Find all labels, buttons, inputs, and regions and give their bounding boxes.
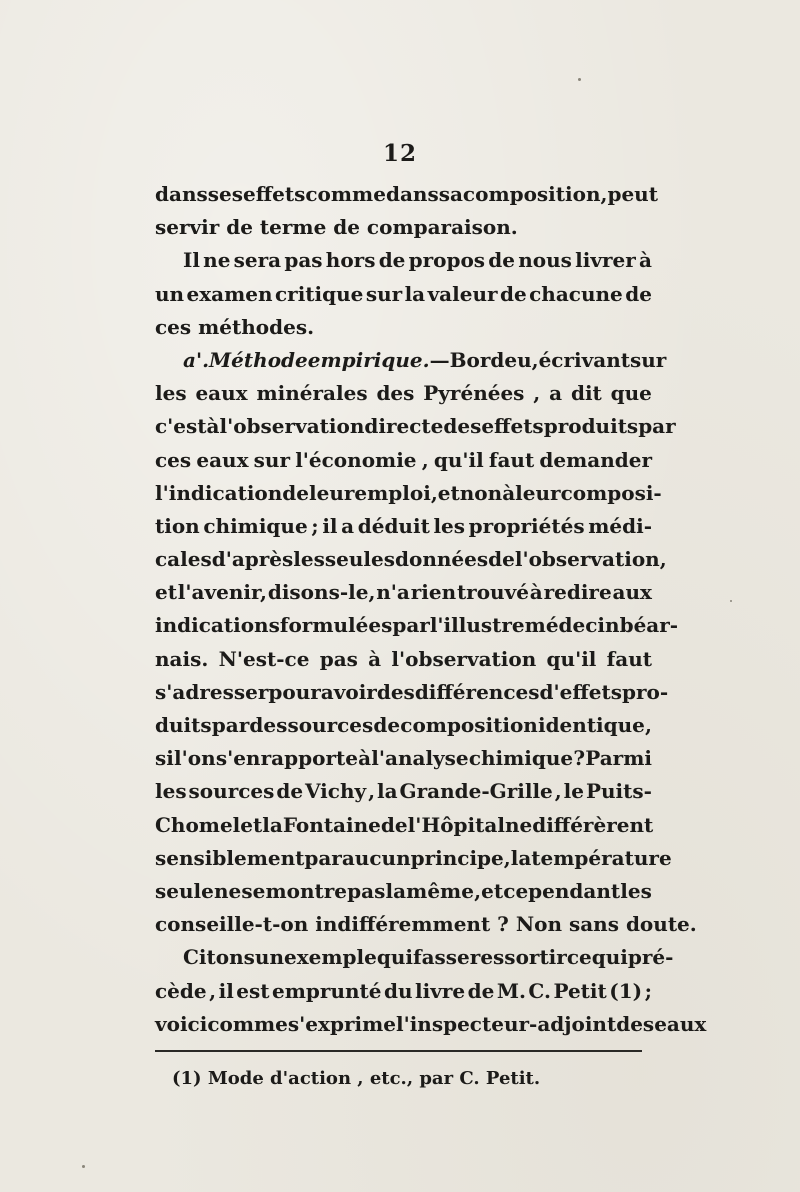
word: ressortir	[469, 945, 567, 970]
text-line: servir de terme de comparaison.	[155, 215, 518, 240]
word: formulées	[279, 613, 393, 638]
word: ses	[207, 182, 243, 206]
word: aucun	[341, 845, 411, 870]
word: sur	[365, 281, 403, 306]
text-line	[155, 477, 662, 510]
word: dit	[570, 381, 602, 406]
word: d'effets	[539, 679, 622, 704]
word: d'après	[211, 547, 294, 572]
word: a	[549, 381, 563, 406]
word: valeur	[427, 281, 498, 306]
word: du	[383, 978, 413, 1003]
word: avoir	[320, 679, 377, 704]
word: par	[638, 414, 676, 439]
word: redire	[543, 580, 612, 605]
word: eaux	[196, 447, 249, 472]
text-line	[155, 510, 652, 543]
word: par	[304, 845, 342, 870]
word: des	[616, 1011, 655, 1036]
word: différèrent	[532, 812, 654, 837]
word: données	[395, 547, 489, 572]
word: le	[563, 779, 584, 804]
word: de	[282, 480, 310, 505]
text-line	[155, 609, 679, 642]
word: s'exprime	[287, 1011, 396, 1036]
paper-speck	[82, 1165, 85, 1168]
word: faut	[606, 646, 652, 671]
word: l'avenir,	[177, 580, 268, 605]
word: température	[531, 845, 672, 870]
footnote-divider	[155, 1050, 642, 1052]
word: est	[236, 978, 270, 1003]
word: exemple	[284, 945, 377, 970]
word: si	[155, 746, 174, 771]
text-line	[155, 377, 652, 410]
text-line	[155, 543, 667, 576]
text-line	[155, 742, 652, 775]
word: s'en	[215, 746, 261, 771]
word: composition	[462, 182, 601, 206]
text-line-method-heading	[155, 344, 667, 377]
word: pro-	[621, 679, 669, 704]
word: demander	[539, 447, 652, 472]
word: l'inspecteur-adjoint	[395, 1011, 617, 1036]
text-line	[155, 975, 652, 1008]
paper-speck	[730, 600, 732, 602]
word: de	[380, 812, 408, 837]
word: cède	[155, 978, 207, 1003]
text-line	[155, 444, 652, 477]
word: pour	[268, 679, 321, 704]
word: seules	[324, 547, 395, 572]
word: ,	[533, 381, 541, 406]
word: emploi,	[354, 480, 438, 505]
word: la	[385, 878, 407, 903]
word: effets	[243, 182, 306, 206]
word: les	[433, 513, 466, 538]
word: aux	[612, 580, 652, 605]
word: effets	[481, 414, 544, 439]
word: l'observation	[219, 414, 365, 439]
word: à	[358, 746, 372, 771]
word: béar-	[619, 613, 679, 638]
word: l'on	[174, 746, 216, 771]
text-line	[155, 410, 676, 443]
word: des	[443, 414, 482, 439]
word: Méthode	[209, 347, 308, 372]
word: la	[377, 779, 398, 804]
word: livre	[415, 978, 466, 1003]
word: de	[499, 281, 527, 306]
word: médi-	[588, 513, 652, 538]
word: de	[625, 281, 652, 306]
word: peut	[607, 182, 658, 206]
word: à	[502, 480, 516, 505]
word: à	[368, 646, 382, 671]
word: chimique	[468, 746, 574, 771]
word: des	[376, 679, 415, 704]
text-line	[155, 709, 652, 742]
word: Petit	[553, 978, 607, 1003]
word: à	[206, 414, 220, 439]
word: livrer	[575, 248, 636, 273]
word: des	[376, 381, 415, 406]
word: Il	[183, 248, 200, 273]
word: ne	[203, 248, 231, 273]
word: les	[620, 878, 652, 903]
footnote: (1) Mode d'action , etc., par C. Petit.	[172, 1068, 541, 1089]
text-line	[155, 1008, 707, 1041]
word: C.	[528, 978, 551, 1003]
word: se	[241, 878, 266, 903]
word: Puits-	[585, 779, 652, 804]
word: que	[610, 381, 652, 406]
word: l'illustre	[429, 613, 525, 638]
word: qui	[591, 945, 628, 970]
word: duits	[155, 713, 212, 737]
word: sources	[287, 713, 374, 737]
word: par	[211, 713, 250, 737]
word: N'est-ce	[218, 646, 310, 671]
word: ,	[368, 779, 376, 804]
word: les	[293, 547, 325, 572]
word: ,	[554, 779, 562, 804]
word: pas	[319, 646, 358, 671]
word: principe	[410, 845, 504, 870]
text-line	[155, 842, 672, 875]
word: de	[467, 978, 495, 1003]
word: qui	[376, 945, 413, 970]
word: à	[638, 248, 652, 273]
word: il	[218, 978, 234, 1003]
word: rien	[410, 580, 457, 605]
word: Fontaine	[282, 812, 381, 837]
word: seule	[155, 878, 214, 903]
text-line	[155, 244, 652, 277]
word: la	[404, 281, 426, 306]
word: déduit	[357, 513, 430, 538]
word: n'a	[376, 580, 410, 605]
word: médecin	[524, 613, 620, 638]
word: Pyrénées	[423, 381, 525, 406]
word: ,	[209, 978, 217, 1003]
word: nais.	[155, 646, 209, 671]
word: un	[254, 945, 284, 970]
word: écrivant	[538, 347, 630, 372]
word: et	[240, 812, 263, 837]
word: leur	[309, 480, 355, 505]
word: cependant	[503, 878, 621, 903]
word: (1)	[609, 978, 643, 1003]
word: de	[378, 248, 406, 273]
word: voici	[155, 1011, 208, 1036]
word: critique	[274, 281, 364, 306]
text-line: ces méthodes.	[155, 314, 315, 339]
word: chacune	[529, 281, 623, 306]
word: sera	[233, 248, 282, 273]
word: a'.	[183, 347, 210, 372]
word: et	[481, 878, 504, 903]
word: pas	[284, 248, 323, 273]
word: composition	[400, 713, 538, 737]
word: comme	[305, 182, 386, 206]
word: les	[155, 381, 187, 406]
word: Parmi	[585, 746, 652, 771]
word: la	[262, 812, 283, 837]
word: ces	[155, 447, 192, 472]
word: qu'il	[546, 646, 597, 671]
word: dans	[155, 182, 208, 206]
body-text	[155, 178, 707, 1041]
word: a	[341, 513, 355, 538]
text-line	[155, 875, 652, 908]
word: eaux	[195, 381, 248, 406]
word: ,	[503, 845, 511, 870]
word: un	[155, 281, 185, 306]
word: et	[437, 480, 460, 505]
word: sur	[629, 347, 667, 372]
word: qu'il	[433, 447, 484, 472]
word: disons-le,	[267, 580, 376, 605]
word: indications	[155, 613, 280, 638]
word: directe	[364, 414, 444, 439]
word: fasse	[412, 945, 470, 970]
word: l'Hôpital	[407, 812, 505, 837]
word: dans	[385, 182, 439, 206]
word: Bordeu,	[449, 347, 539, 372]
word: montre	[265, 878, 348, 903]
word: sources	[188, 779, 275, 804]
word: de	[373, 713, 401, 737]
word: examen	[186, 281, 273, 306]
word: ne	[504, 812, 533, 837]
word: Grande-Grille	[399, 779, 553, 804]
word: l'analyse	[371, 746, 469, 771]
word: il	[322, 513, 338, 538]
word: composi-	[560, 480, 662, 505]
word: ,	[600, 182, 608, 206]
word: à	[529, 580, 543, 605]
word: ,	[421, 447, 429, 472]
word: —	[429, 347, 450, 372]
word: tion	[155, 513, 200, 538]
word: nous	[518, 248, 572, 273]
word: sa	[438, 182, 463, 206]
page-number: 12	[382, 140, 417, 167]
word: ;	[644, 978, 652, 1003]
text-line	[155, 941, 674, 974]
word: s'adresser	[155, 679, 269, 704]
word: sensiblement	[155, 845, 305, 870]
text-line	[155, 775, 652, 808]
text-line	[155, 576, 652, 609]
word: pas	[347, 878, 386, 903]
word: des	[249, 713, 288, 737]
text-line	[155, 676, 669, 709]
text-line	[155, 809, 652, 842]
word: hors	[325, 248, 376, 273]
text-line	[155, 178, 658, 211]
word: comme	[207, 1011, 288, 1036]
word: de	[488, 248, 516, 273]
word: de	[276, 779, 304, 804]
word: de	[488, 547, 515, 572]
word: trouvé	[456, 580, 529, 605]
word: faut	[488, 447, 535, 472]
word: la	[510, 845, 532, 870]
word: identique	[537, 713, 645, 737]
word: les	[155, 779, 187, 804]
word: ,	[645, 713, 652, 737]
word: c'est	[155, 414, 207, 439]
word: produits	[543, 414, 639, 439]
word: Citons	[183, 945, 255, 970]
word: différences	[414, 679, 540, 704]
word: ne	[213, 878, 242, 903]
word: Vichy	[305, 779, 367, 804]
word: Chomel	[155, 812, 241, 837]
word: l'observation,	[514, 547, 667, 572]
word: emprunté	[272, 978, 382, 1003]
word: ce	[566, 945, 592, 970]
word: cales	[155, 547, 212, 572]
word: l'observation	[391, 646, 537, 671]
word: rapporte	[260, 746, 358, 771]
word: chimique	[203, 513, 308, 538]
word: pré-	[627, 945, 674, 970]
word: leur	[515, 480, 561, 505]
word: minérales	[256, 381, 368, 406]
text-line: conseille-t-on indifféremment ? Non sans doute.	[155, 912, 697, 937]
text-line	[155, 278, 652, 311]
word: ?	[573, 746, 586, 771]
paper-speck	[578, 78, 581, 81]
word: non	[459, 480, 503, 505]
text-line	[155, 643, 652, 676]
word: M.	[496, 978, 526, 1003]
word: par	[392, 613, 430, 638]
word: ;	[311, 513, 319, 538]
word: empirique.	[307, 347, 430, 372]
word: propriétés	[468, 513, 585, 538]
word: et	[155, 580, 177, 605]
word: l'indication	[155, 480, 283, 505]
word: l'économie	[295, 447, 417, 472]
word: propos	[408, 248, 486, 273]
word: même	[406, 878, 474, 903]
word: sur	[253, 447, 291, 472]
word: eaux	[654, 1011, 707, 1036]
word: ,	[474, 878, 482, 903]
